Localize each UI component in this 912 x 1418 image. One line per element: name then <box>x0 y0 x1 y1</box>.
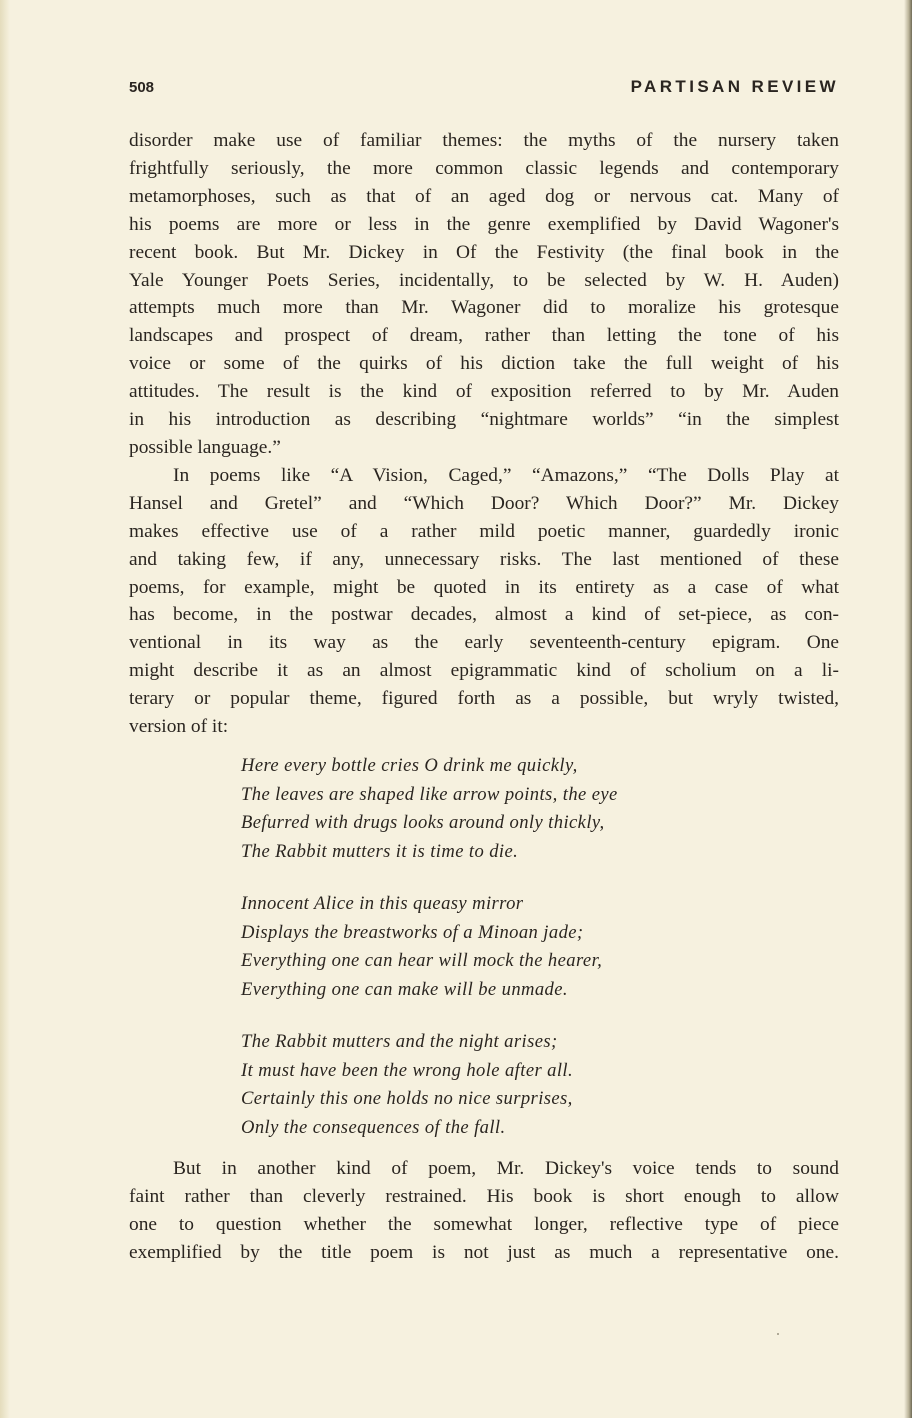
text-line: might describe it as an almost epigrammatic kind of scholium on a li- <box>129 660 839 682</box>
poem-line: Innocent Alice in this queasy mirror <box>241 893 524 914</box>
poem-line: It must have been the wrong hole after all. <box>241 1059 574 1081</box>
text-line: Yale Younger Poets Series, incidentally, to be selected by W. H. Auden) <box>129 269 839 291</box>
page-edge-right <box>904 0 912 1418</box>
text-line: disorder make use of familiar themes: the myths of the nursery taken <box>129 130 839 151</box>
text-line: poems, for example, might be quoted in its entirety as a case of what <box>129 576 839 598</box>
text-line: ventional in its way as the early seventeenth-century epigram. One <box>129 632 839 654</box>
poem-line: Displays the breastworks of a Minoan jade; <box>241 921 584 943</box>
poem-line: Befurred with drugs looks around only thickly, <box>241 812 605 834</box>
text-line: metamorphoses, such as that of an aged dog or nervous cat. Many of <box>129 185 839 207</box>
poem-line: The Rabbit mutters and the night arises; <box>241 1031 558 1052</box>
article-body-bottom <box>129 1155 839 1267</box>
text-line: faint rather than cleverly restrained. His book is short enough to allow <box>129 1185 839 1207</box>
text-line: in his introduction as describing “nightmare worlds” “in the simplest <box>129 409 839 431</box>
poem-stanza-2 <box>241 890 801 1004</box>
text-line: and taking few, if any, unnecessary risks. The last mentioned of these <box>129 548 839 570</box>
text-line: his poems are more or less in the genre exemplified by David Wagoner's <box>129 213 839 235</box>
text-line: Hansel and Gretel” and “Which Door? Which Door?” Mr. Dickey <box>129 492 839 514</box>
text-line: But in another kind of poem, Mr. Dickey's voice tends to sound <box>173 1158 839 1179</box>
running-head: PARTISAN REVIEW <box>630 77 839 96</box>
poem-line: Everything one can make will be unmade. <box>241 978 568 1000</box>
poem-line: The leaves are shaped like arrow points, the eye <box>241 783 618 805</box>
poem-line: Here every bottle cries O drink me quickly, <box>241 755 578 776</box>
poem-line: Everything one can hear will mock the hearer, <box>241 950 603 972</box>
text-line: attempts much more than Mr. Wagoner did to moralize his grotesque <box>129 297 839 319</box>
text-line: landscapes and prospect of dream, rather than letting the tone of his <box>129 325 839 347</box>
text-line: attitudes. The result is the kind of exposition referred to by Mr. Auden <box>129 381 839 403</box>
text-line: voice or some of the quirks of his diction take the full weight of his <box>129 353 839 375</box>
poem-line: The Rabbit mutters it is time to die. <box>241 840 519 862</box>
text-line: has become, in the postwar decades, almost a kind of set-piece, as con- <box>129 604 839 626</box>
text-line: recent book. But Mr. Dickey in Of the Festivity (the final book in the <box>129 241 839 263</box>
poem-stanza-3 <box>241 1028 801 1142</box>
text-line: exemplified by the title poem is not just as much a representative one. <box>129 1241 839 1263</box>
page-number: 508 <box>129 79 155 96</box>
text-line: one to question whether the somewhat longer, reflective type of piece <box>129 1213 839 1235</box>
text-line: frightfully seriously, the more common classic legends and contemporary <box>129 157 839 179</box>
text-line: terary or popular theme, figured forth as a possible, but wryly twisted, <box>129 688 839 710</box>
page-header <box>129 77 839 101</box>
text-line: In poems like “A Vision, Caged,” “Amazons,” “The Dolls Play at <box>173 464 839 486</box>
paper-speck <box>777 1333 779 1335</box>
article-body-top <box>129 127 839 741</box>
text-line: possible language.” <box>129 436 281 458</box>
text-line: version of it: <box>129 716 229 738</box>
poem-line: Certainly this one holds no nice surprises, <box>241 1088 573 1110</box>
poem-stanza-1 <box>241 752 801 866</box>
page-edge-left <box>0 0 10 1418</box>
poem-line: Only the consequences of the fall. <box>241 1116 506 1138</box>
text-line: makes effective use of a rather mild poetic manner, guardedly ironic <box>129 520 839 542</box>
